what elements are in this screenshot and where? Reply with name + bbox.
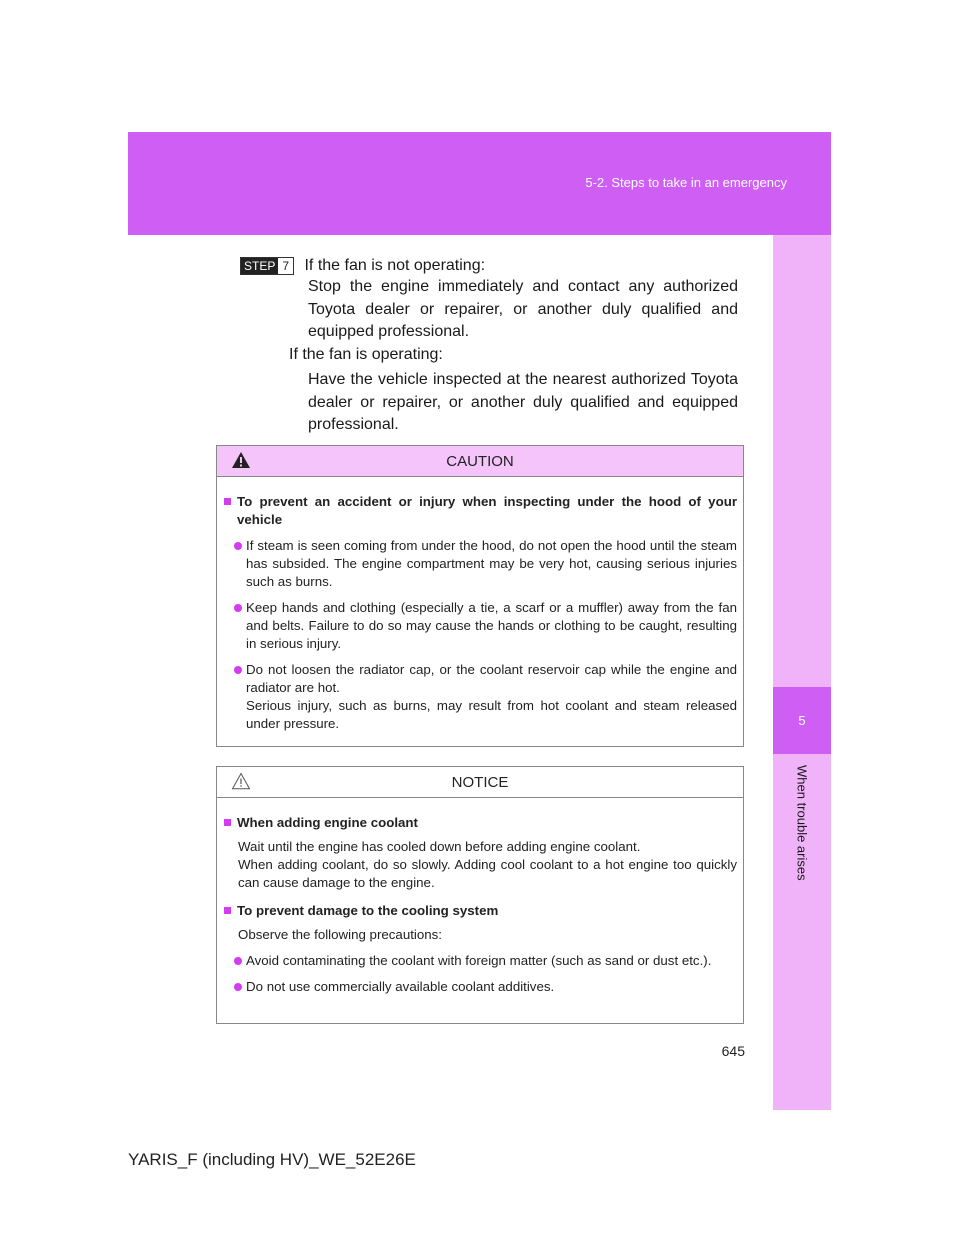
round-bullet-icon	[234, 542, 242, 550]
caution-heading	[224, 493, 737, 529]
footer-code: YARIS_F (including HV)_WE_52E26E	[128, 1150, 416, 1169]
step-condition-2: If the fan is operating:	[289, 346, 443, 363]
step-number: 7	[278, 258, 293, 274]
caution-item-text-b: Serious injury, such as burns, may result from hot coolant and steam released under pressure.	[246, 698, 737, 731]
notice-heading-text: To prevent damage to the cooling system	[237, 903, 499, 918]
square-bullet-icon	[224, 907, 231, 914]
caution-item	[234, 661, 737, 733]
caution-item	[234, 599, 737, 653]
notice-item-text: Avoid contaminating the coolant with foreign matter (such as sand or dust etc.).	[246, 953, 712, 968]
caution-box	[216, 445, 744, 747]
caution-header	[217, 446, 743, 477]
round-bullet-icon	[234, 604, 242, 612]
caution-title: CAUTION	[446, 452, 514, 470]
square-bullet-icon	[224, 498, 231, 505]
notice-item	[234, 978, 737, 996]
caution-heading-text: To prevent an accident or injury when inspecting under the hood of your vehicle	[237, 494, 737, 527]
notice-text-b: When adding coolant, do so slowly. Adding cool coolant to a hot engine too quickly can cause damage to the engine.	[238, 857, 737, 890]
square-bullet-icon	[224, 819, 231, 826]
chapter-title	[773, 765, 831, 965]
round-bullet-icon	[234, 957, 242, 965]
caution-item	[234, 537, 737, 591]
header-bar	[128, 132, 831, 235]
notice-item	[234, 952, 737, 970]
section-title: 5-2. Steps to take in an emergency	[585, 175, 787, 190]
notice-paragraph	[238, 838, 737, 892]
notice-item-text: Do not use commercially available coolant additives.	[246, 979, 555, 994]
caution-item-text	[246, 661, 737, 733]
notice-body	[217, 798, 743, 1012]
round-bullet-icon	[234, 666, 242, 674]
round-bullet-icon	[234, 983, 242, 991]
chapter-title-text: When trouble arises	[794, 765, 810, 881]
caution-item-text: If steam is seen coming from under the hood, do not open the hood until the steam has subsided. The engine compartment may be very hot, causing serious injuries such as burns.	[246, 538, 737, 589]
page-number: 645	[721, 1043, 745, 1059]
step-text-2: Have the vehicle inspected at the nearest authorized Toyota dealer or repairer, or another duly qualified and equipped professional.	[308, 371, 738, 433]
step-title: If the fan is not operating:	[304, 257, 486, 274]
notice-heading	[224, 814, 737, 832]
caution-body	[217, 477, 743, 749]
step-row	[240, 257, 740, 275]
notice-header	[217, 767, 743, 798]
notice-heading-text: When adding engine coolant	[237, 815, 418, 830]
notice-box	[216, 766, 744, 1024]
notice-text-a: Wait until the engine has cooled down before adding engine coolant.	[238, 839, 641, 854]
caution-item-text-a: Do not loosen the radiator cap, or the coolant reservoir cap while the engine and radiator are hot.	[246, 662, 737, 695]
warning-icon	[231, 451, 251, 469]
notice-warning-icon	[231, 772, 251, 790]
step-label: STEP	[241, 258, 278, 274]
chapter-number: 5	[773, 687, 831, 754]
side-tab	[773, 235, 831, 1110]
step-badge	[240, 257, 294, 275]
notice-heading	[224, 902, 737, 920]
step-text-1: Stop the engine immediately and contact any authorized Toyota dealer or repairer, or another duly qualified and equipped professional.	[308, 278, 738, 340]
notice-paragraph: Observe the following precautions:	[238, 927, 442, 942]
notice-title: NOTICE	[451, 773, 509, 791]
caution-item-text: Keep hands and clothing (especially a tie, a scarf or a muffler) away from the fan and belts. Failure to do so may cause the hands or clothing to be caught, resulting in serious injury.	[246, 600, 737, 651]
